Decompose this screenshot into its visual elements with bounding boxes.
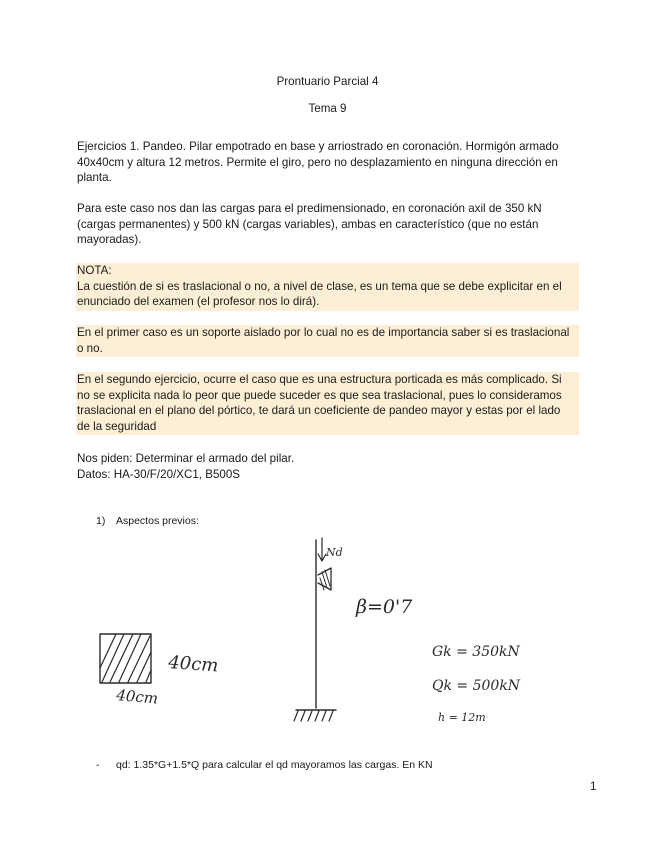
note-line: traslacional en el plano del pórtico, te dará un coeficiente de pandeo mayor y estas por el lado — [77, 404, 561, 418]
document-subtitle: Tema 9 — [308, 102, 347, 115]
height-label: h = 12m — [438, 711, 486, 724]
note-label: NOTA: — [77, 264, 112, 277]
beta-label: β=0'7 — [356, 596, 413, 618]
intro-line: planta. — [77, 171, 112, 185]
note-line: no se explicita nada lo peor que puede suceder es que sea traslacional, pues lo consideramos — [77, 388, 562, 402]
bottom-dimension-label: 40cm — [115, 686, 159, 708]
column-drawing — [294, 538, 336, 721]
page-number: 1 — [590, 780, 597, 793]
nd-label: Nd — [326, 546, 343, 559]
request-line: Nos piden: Determinar el armado del pilar. — [77, 452, 295, 465]
section-title: Aspectos previos: — [116, 515, 199, 527]
note-line: enunciado del examen (el profesor nos lo dirá). — [77, 295, 320, 309]
section-square-drawing — [100, 634, 151, 683]
side-dimension-label: 40cm — [167, 652, 220, 677]
note-line: o no. — [77, 341, 103, 355]
note-line: de la seguridad — [77, 419, 157, 433]
gk-label: Gk = 350kN — [432, 644, 520, 660]
bullet-text: qd: 1.35*G+1.5*Q para calcular el qd mayoramos las cargas. En KN — [116, 759, 433, 771]
section-number: 1) — [96, 515, 106, 527]
loads-line: mayoradas). — [77, 233, 142, 247]
request-line: Datos: HA-30/F/20/XC1, B500S — [77, 467, 241, 481]
loads-line: Para este caso nos dan las cargas para el predimensionado, en coronación axil de 350 kN — [77, 202, 542, 215]
note-line: En el segundo ejercicio, ocurre el caso que es una estructura porticada es más complicado. Si — [77, 373, 562, 386]
loads-line: (cargas permanentes) y 500 kN (cargas variables), ambas en característico (que no están — [77, 217, 539, 231]
document-title: Prontuario Parcial 4 — [276, 75, 379, 88]
note-line: En el primer caso es un soporte aislado por lo cual no es de importancia saber si es traslacional — [77, 326, 570, 339]
note-line: La cuestión de si es traslacional o no, a nivel de clase, es un tema que se debe explicitar en el — [77, 279, 562, 293]
intro-line: 40x40cm y altura 12 metros. Permite el giro, pero no desplazamiento en ninguna dirección en — [77, 155, 558, 169]
intro-line: Ejercicios 1. Pandeo. Pilar empotrado en base y arriostrado en coronación. Hormigón armado — [77, 140, 559, 153]
qk-label: Qk = 500kN — [432, 678, 521, 694]
bullet-marker: - — [96, 759, 100, 771]
